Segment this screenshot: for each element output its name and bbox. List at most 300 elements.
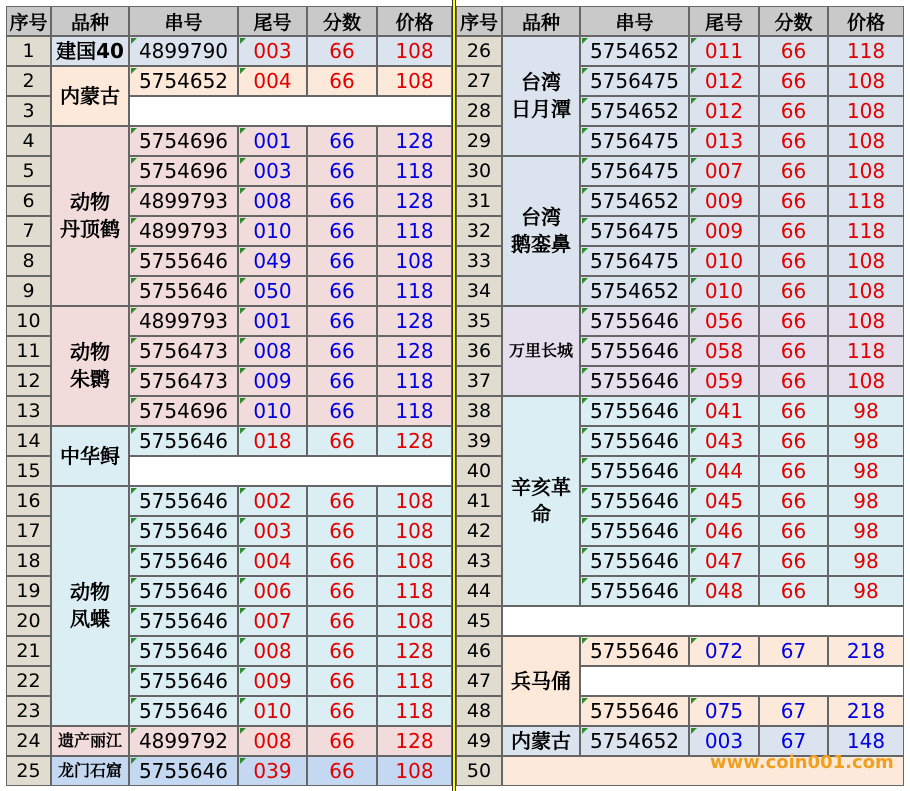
row-number: 4 [6, 126, 51, 156]
row-number: 9 [6, 276, 51, 306]
score-cell[interactable]: 66 [307, 396, 377, 426]
tail-cell[interactable]: 010 [689, 246, 759, 276]
price-cell[interactable]: 118 [377, 276, 452, 306]
price-cell[interactable]: 108 [377, 36, 452, 66]
price-cell[interactable]: 98 [828, 486, 904, 516]
tail-cell[interactable]: 006 [238, 576, 307, 606]
cell-marker-icon [582, 698, 588, 704]
score-cell[interactable]: 66 [759, 336, 828, 366]
score-cell[interactable]: 66 [307, 756, 377, 786]
tail-cell[interactable]: 010 [238, 696, 307, 726]
serial-cell[interactable]: 5755646 [129, 546, 238, 576]
tail-cell[interactable]: 059 [689, 366, 759, 396]
serial-cell[interactable]: 5756475 [580, 126, 689, 156]
score-cell[interactable]: 66 [759, 486, 828, 516]
serial-cell[interactable]: 5754652 [580, 726, 689, 756]
header-seq: 序号 [6, 6, 51, 36]
cell-marker-icon [131, 128, 137, 134]
tail-cell[interactable]: 075 [689, 696, 759, 726]
cell-marker-icon [240, 728, 246, 734]
score-cell[interactable]: 66 [759, 546, 828, 576]
cell-marker-icon [131, 38, 137, 44]
cell-marker-icon [131, 188, 137, 194]
serial-cell[interactable]: 4899790 [129, 36, 238, 66]
cell-marker-icon [691, 308, 697, 314]
price-cell[interactable]: 118 [377, 666, 452, 696]
price-cell[interactable]: 128 [377, 336, 452, 366]
serial-cell[interactable]: 5756475 [580, 66, 689, 96]
serial-cell[interactable]: 5754652 [129, 66, 238, 96]
tail-cell[interactable]: 007 [689, 156, 759, 186]
row-number: 14 [6, 426, 51, 456]
cell-marker-icon [240, 548, 246, 554]
cell-marker-icon [240, 278, 246, 284]
tail-cell[interactable]: 001 [238, 126, 307, 156]
cell-marker-icon [131, 308, 137, 314]
score-cell[interactable]: 66 [759, 96, 828, 126]
variety-cell: 内蒙古 [51, 66, 129, 126]
serial-cell[interactable]: 5756475 [580, 216, 689, 246]
serial-cell[interactable]: 5755646 [580, 546, 689, 576]
row-number: 44 [456, 576, 502, 606]
row-number: 41 [456, 486, 502, 516]
row-number: 19 [6, 576, 51, 606]
row-number: 35 [456, 306, 502, 336]
score-cell[interactable]: 67 [759, 726, 828, 756]
price-cell[interactable]: 98 [828, 546, 904, 576]
serial-cell[interactable]: 5755646 [129, 276, 238, 306]
cell-marker-icon [691, 728, 697, 734]
cell-marker-icon [691, 248, 697, 254]
row-number: 7 [6, 216, 51, 246]
score-cell[interactable]: 66 [759, 156, 828, 186]
serial-cell[interactable]: 5756475 [580, 246, 689, 276]
score-cell[interactable]: 66 [759, 216, 828, 246]
serial-cell[interactable]: 5755646 [129, 426, 238, 456]
tail-cell[interactable]: 010 [238, 216, 307, 246]
row-number: 23 [6, 696, 51, 726]
row-number: 5 [6, 156, 51, 186]
variety-cell: 动物 凤蝶 [51, 486, 129, 726]
cell-marker-icon [582, 188, 588, 194]
score-cell[interactable]: 66 [307, 366, 377, 396]
cell-marker-icon [240, 488, 246, 494]
score-cell[interactable]: 66 [759, 456, 828, 486]
tail-cell[interactable]: 010 [689, 276, 759, 306]
cell-marker-icon [240, 428, 246, 434]
serial-cell[interactable]: 4899793 [129, 216, 238, 246]
cell-marker-icon [582, 38, 588, 44]
price-cell[interactable]: 128 [377, 126, 452, 156]
cell-marker-icon [131, 338, 137, 344]
score-cell[interactable]: 66 [307, 306, 377, 336]
serial-cell[interactable]: 5755646 [129, 696, 238, 726]
variety-cell: 中华鲟 [51, 426, 129, 486]
blank-row [129, 456, 452, 486]
tail-cell[interactable]: 012 [689, 66, 759, 96]
price-cell[interactable]: 108 [828, 96, 904, 126]
serial-cell[interactable]: 5755646 [580, 456, 689, 486]
header-score: 分数 [307, 6, 377, 36]
serial-cell[interactable]: 5754652 [580, 36, 689, 66]
variety-cell: 辛亥革 命 [502, 396, 580, 606]
price-cell[interactable]: 128 [377, 426, 452, 456]
cell-marker-icon [240, 248, 246, 254]
score-cell[interactable]: 66 [307, 696, 377, 726]
row-number: 30 [456, 156, 502, 186]
serial-cell[interactable]: 5755646 [580, 366, 689, 396]
variety-cell: 兵马俑 [502, 636, 580, 726]
row-number: 43 [456, 546, 502, 576]
row-number: 3 [6, 96, 51, 126]
score-cell[interactable]: 66 [307, 216, 377, 246]
serial-cell[interactable]: 4899793 [129, 306, 238, 336]
watermark: www.coin001.com [710, 752, 894, 773]
score-cell[interactable]: 66 [759, 186, 828, 216]
header-serial: 串号 [129, 6, 238, 36]
price-cell[interactable]: 108 [377, 756, 452, 786]
tail-cell[interactable]: 008 [238, 636, 307, 666]
score-cell[interactable]: 66 [759, 66, 828, 96]
variety-cell: 万里长城 [502, 306, 580, 396]
row-number: 29 [456, 126, 502, 156]
price-cell[interactable]: 108 [828, 156, 904, 186]
row-number: 2 [6, 66, 51, 96]
score-cell[interactable]: 66 [307, 546, 377, 576]
row-number: 42 [456, 516, 502, 546]
score-cell[interactable]: 66 [759, 126, 828, 156]
cell-marker-icon [131, 638, 137, 644]
serial-cell[interactable]: 5755646 [129, 636, 238, 666]
score-cell[interactable]: 66 [307, 156, 377, 186]
price-cell[interactable]: 98 [828, 576, 904, 606]
serial-cell[interactable]: 5754696 [129, 126, 238, 156]
score-cell[interactable]: 67 [759, 636, 828, 666]
price-cell[interactable]: 98 [828, 516, 904, 546]
cell-marker-icon [240, 68, 246, 74]
cell-marker-icon [240, 188, 246, 194]
price-cell[interactable]: 108 [377, 486, 452, 516]
price-cell[interactable]: 108 [828, 366, 904, 396]
row-number: 37 [456, 366, 502, 396]
serial-cell[interactable]: 4899792 [129, 726, 238, 756]
row-number: 48 [456, 696, 502, 726]
serial-cell[interactable]: 5754696 [129, 156, 238, 186]
tail-cell[interactable]: 011 [689, 36, 759, 66]
variety-cell: 台湾 日月潭 [502, 36, 580, 156]
price-cell[interactable]: 108 [828, 246, 904, 276]
price-cell[interactable]: 108 [377, 516, 452, 546]
row-number: 16 [6, 486, 51, 516]
cell-marker-icon [131, 278, 137, 284]
tail-cell[interactable]: 018 [238, 426, 307, 456]
row-number: 1 [6, 36, 51, 66]
tail-cell[interactable]: 003 [238, 516, 307, 546]
cell-marker-icon [131, 728, 137, 734]
tail-cell[interactable]: 072 [689, 636, 759, 666]
serial-cell[interactable]: 5755646 [129, 486, 238, 516]
cell-marker-icon [131, 608, 137, 614]
price-cell[interactable]: 148 [828, 726, 904, 756]
row-number: 50 [456, 756, 502, 786]
cell-marker-icon [240, 218, 246, 224]
tail-cell[interactable]: 045 [689, 486, 759, 516]
tail-cell[interactable]: 049 [238, 246, 307, 276]
cell-marker-icon [691, 98, 697, 104]
cell-marker-icon [691, 398, 697, 404]
tail-cell[interactable]: 050 [238, 276, 307, 306]
row-number: 12 [6, 366, 51, 396]
price-cell[interactable]: 118 [828, 186, 904, 216]
tail-cell[interactable]: 047 [689, 546, 759, 576]
price-cell[interactable]: 98 [828, 396, 904, 426]
serial-cell[interactable]: 5755646 [129, 756, 238, 786]
serial-cell[interactable]: 5754652 [580, 96, 689, 126]
serial-cell[interactable]: 5755646 [129, 576, 238, 606]
price-cell[interactable]: 118 [377, 576, 452, 606]
serial-cell[interactable]: 5755646 [129, 246, 238, 276]
variety-cell: 遗产丽江 [51, 726, 129, 756]
price-cell[interactable]: 128 [377, 726, 452, 756]
score-cell[interactable]: 66 [307, 426, 377, 456]
serial-cell[interactable]: 4899793 [129, 186, 238, 216]
score-cell[interactable]: 66 [307, 186, 377, 216]
cell-marker-icon [582, 278, 588, 284]
score-cell[interactable]: 66 [307, 516, 377, 546]
cell-marker-icon [691, 518, 697, 524]
price-cell[interactable]: 118 [828, 36, 904, 66]
tail-cell[interactable]: 056 [689, 306, 759, 336]
tail-cell[interactable]: 046 [689, 516, 759, 546]
variety-cell: 动物 丹顶鹤 [51, 126, 129, 306]
cell-marker-icon [691, 338, 697, 344]
tail-cell[interactable]: 009 [689, 186, 759, 216]
cell-marker-icon [131, 548, 137, 554]
price-cell[interactable]: 118 [377, 396, 452, 426]
row-number: 39 [456, 426, 502, 456]
price-cell[interactable]: 108 [377, 606, 452, 636]
cell-marker-icon [691, 698, 697, 704]
serial-cell[interactable]: 5755646 [580, 486, 689, 516]
cell-marker-icon [240, 578, 246, 584]
cell-marker-icon [131, 248, 137, 254]
tail-cell[interactable]: 008 [238, 726, 307, 756]
cell-marker-icon [240, 608, 246, 614]
price-cell[interactable]: 118 [377, 696, 452, 726]
row-number: 46 [456, 636, 502, 666]
price-cell[interactable]: 108 [828, 276, 904, 306]
cell-marker-icon [582, 428, 588, 434]
score-cell[interactable]: 66 [759, 246, 828, 276]
score-cell[interactable]: 66 [759, 426, 828, 456]
serial-cell[interactable]: 5755646 [580, 636, 689, 666]
cell-marker-icon [240, 398, 246, 404]
tail-cell[interactable]: 007 [238, 606, 307, 636]
tail-cell[interactable]: 044 [689, 456, 759, 486]
cell-marker-icon [582, 458, 588, 464]
price-cell[interactable]: 118 [377, 216, 452, 246]
header-serial: 串号 [580, 6, 689, 36]
price-cell[interactable]: 108 [828, 306, 904, 336]
row-number: 47 [456, 666, 502, 696]
serial-cell[interactable]: 5754652 [580, 186, 689, 216]
header-tail: 尾号 [238, 6, 307, 36]
tail-cell[interactable]: 012 [689, 96, 759, 126]
header-price: 价格 [377, 6, 452, 36]
cell-marker-icon [691, 38, 697, 44]
cell-marker-icon [691, 158, 697, 164]
score-cell[interactable]: 66 [307, 336, 377, 366]
variety-cell: 台湾 鹅銮鼻 [502, 156, 580, 306]
row-number: 22 [6, 666, 51, 696]
cell-marker-icon [691, 548, 697, 554]
price-cell[interactable]: 118 [828, 216, 904, 246]
price-cell[interactable]: 98 [828, 456, 904, 486]
cell-marker-icon [691, 578, 697, 584]
header-variety: 品种 [502, 6, 580, 36]
cell-marker-icon [240, 698, 246, 704]
score-cell[interactable]: 66 [307, 576, 377, 606]
cell-marker-icon [131, 428, 137, 434]
cell-marker-icon [691, 458, 697, 464]
variety-cell: 建国40 [51, 36, 129, 66]
tail-cell[interactable]: 003 [238, 156, 307, 186]
score-cell[interactable]: 66 [307, 636, 377, 666]
price-cell[interactable]: 118 [377, 156, 452, 186]
score-cell[interactable]: 66 [759, 306, 828, 336]
serial-cell[interactable]: 5755646 [580, 426, 689, 456]
price-cell[interactable]: 118 [828, 336, 904, 366]
price-cell[interactable]: 108 [377, 66, 452, 96]
score-cell[interactable]: 66 [759, 516, 828, 546]
score-cell[interactable]: 66 [759, 36, 828, 66]
serial-cell[interactable]: 5755646 [580, 696, 689, 726]
row-number: 36 [456, 336, 502, 366]
cell-marker-icon [131, 698, 137, 704]
price-cell[interactable]: 98 [828, 426, 904, 456]
score-cell[interactable]: 67 [759, 696, 828, 726]
tail-cell[interactable]: 013 [689, 126, 759, 156]
tail-cell[interactable]: 009 [689, 216, 759, 246]
row-number: 11 [6, 336, 51, 366]
cell-marker-icon [582, 578, 588, 584]
cell-marker-icon [582, 398, 588, 404]
serial-cell[interactable]: 5755646 [129, 606, 238, 636]
row-number: 49 [456, 726, 502, 756]
tail-cell[interactable]: 008 [238, 186, 307, 216]
row-number: 34 [456, 276, 502, 306]
price-cell[interactable]: 108 [828, 66, 904, 96]
row-number: 38 [456, 396, 502, 426]
price-cell[interactable]: 218 [828, 696, 904, 726]
score-cell[interactable]: 66 [307, 246, 377, 276]
score-cell[interactable]: 66 [307, 666, 377, 696]
tail-cell[interactable]: 058 [689, 336, 759, 366]
serial-cell[interactable]: 5754696 [129, 396, 238, 426]
score-cell[interactable]: 66 [307, 276, 377, 306]
price-cell[interactable]: 108 [377, 546, 452, 576]
row-number: 26 [456, 36, 502, 66]
cell-marker-icon [240, 638, 246, 644]
score-cell[interactable]: 66 [307, 606, 377, 636]
tail-cell[interactable]: 010 [238, 396, 307, 426]
cell-marker-icon [582, 158, 588, 164]
cell-marker-icon [691, 218, 697, 224]
tail-cell[interactable]: 003 [689, 726, 759, 756]
cell-marker-icon [582, 68, 588, 74]
serial-cell[interactable]: 5755646 [580, 516, 689, 546]
tail-cell[interactable]: 003 [238, 36, 307, 66]
price-cell[interactable]: 128 [377, 186, 452, 216]
score-cell[interactable]: 66 [307, 726, 377, 756]
tail-cell[interactable]: 008 [238, 336, 307, 366]
row-number: 15 [6, 456, 51, 486]
serial-cell[interactable]: 5756475 [580, 156, 689, 186]
score-cell[interactable]: 66 [759, 366, 828, 396]
serial-cell[interactable]: 5755646 [580, 306, 689, 336]
cell-marker-icon [691, 278, 697, 284]
serial-cell[interactable]: 5755646 [580, 336, 689, 366]
price-cell[interactable]: 108 [828, 126, 904, 156]
cell-marker-icon [582, 518, 588, 524]
tail-cell[interactable]: 002 [238, 486, 307, 516]
cell-marker-icon [582, 488, 588, 494]
score-cell[interactable]: 66 [307, 36, 377, 66]
serial-cell[interactable]: 5756473 [129, 366, 238, 396]
score-cell[interactable]: 66 [307, 126, 377, 156]
cell-marker-icon [582, 548, 588, 554]
score-cell[interactable]: 66 [759, 396, 828, 426]
tail-cell[interactable]: 048 [689, 576, 759, 606]
score-cell[interactable]: 66 [759, 276, 828, 306]
serial-cell[interactable]: 5754652 [580, 276, 689, 306]
blank-row [502, 606, 904, 636]
header-price: 价格 [828, 6, 904, 36]
serial-cell[interactable]: 5756473 [129, 336, 238, 366]
row-number: 31 [456, 186, 502, 216]
price-cell[interactable]: 128 [377, 306, 452, 336]
cell-marker-icon [240, 368, 246, 374]
tail-cell[interactable]: 009 [238, 666, 307, 696]
score-cell[interactable]: 66 [307, 486, 377, 516]
price-cell[interactable]: 128 [377, 636, 452, 666]
row-number: 17 [6, 516, 51, 546]
tail-cell[interactable]: 043 [689, 426, 759, 456]
price-cell[interactable]: 118 [377, 366, 452, 396]
cell-marker-icon [691, 68, 697, 74]
serial-cell[interactable]: 5755646 [129, 516, 238, 546]
cell-marker-icon [582, 638, 588, 644]
cell-marker-icon [240, 158, 246, 164]
tail-cell[interactable]: 009 [238, 366, 307, 396]
serial-cell[interactable]: 5755646 [129, 666, 238, 696]
price-cell[interactable]: 218 [828, 636, 904, 666]
serial-cell[interactable]: 5755646 [580, 576, 689, 606]
tail-cell[interactable]: 041 [689, 396, 759, 426]
tail-cell[interactable]: 004 [238, 66, 307, 96]
tail-cell[interactable]: 001 [238, 306, 307, 336]
tail-cell[interactable]: 004 [238, 546, 307, 576]
row-number: 32 [456, 216, 502, 246]
score-cell[interactable]: 66 [759, 576, 828, 606]
cell-marker-icon [582, 338, 588, 344]
cell-marker-icon [691, 638, 697, 644]
score-cell[interactable]: 66 [307, 66, 377, 96]
header-score: 分数 [759, 6, 828, 36]
serial-cell[interactable]: 5755646 [580, 396, 689, 426]
tail-cell[interactable]: 039 [238, 756, 307, 786]
price-cell[interactable]: 108 [377, 246, 452, 276]
